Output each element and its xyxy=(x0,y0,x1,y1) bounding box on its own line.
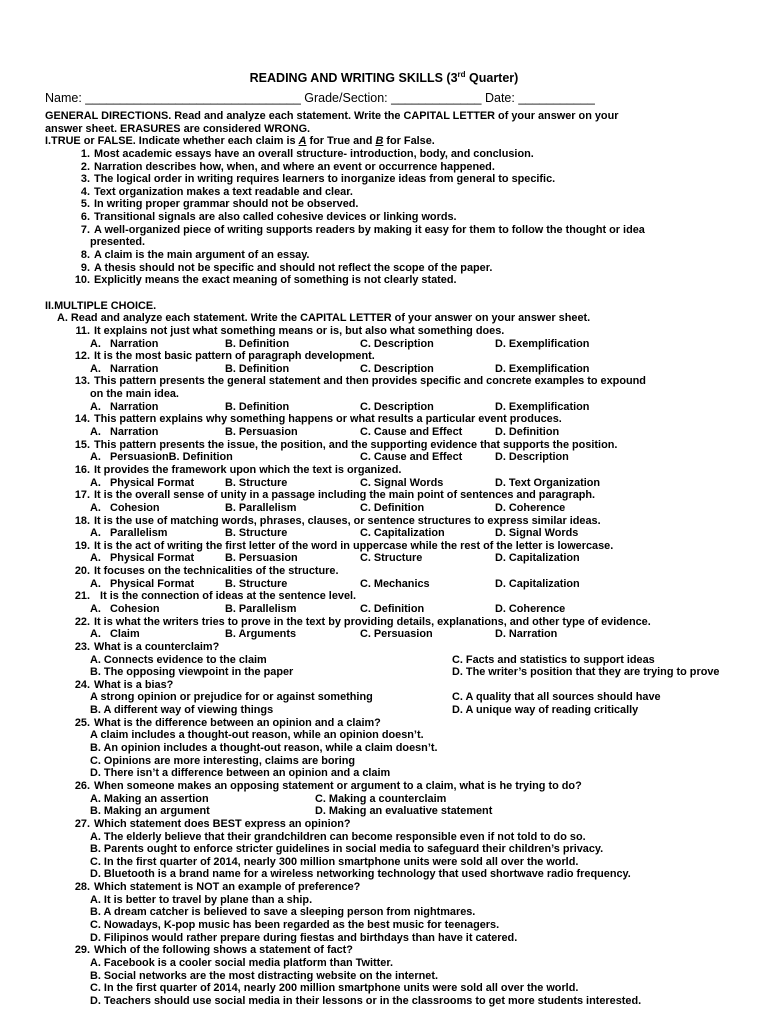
question-27 xyxy=(45,818,735,831)
options-row xyxy=(45,502,735,515)
option-a: A. Cohesion xyxy=(90,602,160,615)
question-number: 26. xyxy=(74,779,90,792)
option-c: C. Description xyxy=(360,362,434,375)
item-text: The logical order in writing requires learners to inorganize ideas from general to specific. xyxy=(94,173,556,186)
true-false-item xyxy=(45,249,735,262)
option-c: C. Definition xyxy=(360,602,425,615)
option-a: A. Connects evidence to the claim xyxy=(90,653,267,666)
option-d: D. Narration xyxy=(495,628,558,641)
question-text-continued: on the main idea. xyxy=(90,388,179,401)
options-row xyxy=(45,426,735,439)
question-text: Which of the following shows a statement of fact? xyxy=(94,944,353,957)
question-21 xyxy=(45,590,735,603)
options-row xyxy=(45,628,735,641)
option-d: D. Signal Words xyxy=(495,527,579,540)
true-false-item xyxy=(45,198,735,211)
question-text: It is the overall sense of unity in a passage including the main point of sentences and paragraph. xyxy=(94,489,596,502)
option-b: B. Social networks are the most distracting website on the internet. xyxy=(90,969,438,982)
true-false-item xyxy=(45,262,735,275)
option-d: D. Bluetooth is a brand name for a wireless networking technology that used shortwave radio frequency. xyxy=(90,868,631,881)
question-22 xyxy=(45,616,735,629)
question-text: It is the most basic pattern of paragraph development. xyxy=(94,350,375,363)
item-number: 8. xyxy=(80,249,90,262)
item-text: Explicitly means the exact meaning of something is not clearly stated. xyxy=(94,274,457,287)
options-row xyxy=(45,451,735,464)
option-d: D. A unique way of reading critically xyxy=(452,704,639,717)
item-number: 4. xyxy=(80,185,90,198)
option-d: D. Definition xyxy=(495,426,560,439)
option-a: A. PersuasionB. Definition xyxy=(90,451,233,464)
option-c: C. Signal Words xyxy=(360,476,444,489)
question-number: 22. xyxy=(74,615,90,628)
part2-heading: II.MULTIPLE CHOICE. xyxy=(45,299,157,312)
item-number: 6. xyxy=(80,211,90,224)
option-a: A. Narration xyxy=(90,426,159,439)
option-a: A. Cohesion xyxy=(90,501,160,514)
question-text: It is the connection of ideas at the sentence level. xyxy=(94,590,357,603)
question-text: When someone makes an opposing statement or argument to a claim, what is he trying to do? xyxy=(94,779,582,792)
options-row xyxy=(45,603,735,616)
part1-post: for False. xyxy=(386,135,435,148)
question-number: 16. xyxy=(74,463,90,476)
question-26-options-ac xyxy=(45,793,735,806)
option-a: A. Making an assertion xyxy=(90,792,209,805)
question-28 xyxy=(45,881,735,894)
part2-instruction: A. Read and analyze each statement. Write the CAPITAL LETTER of your answer on your answer sheet. xyxy=(57,312,591,325)
option-a: A. Claim xyxy=(90,628,140,641)
item-number: 9. xyxy=(80,261,90,274)
question-text: It explains not just what something means or is, but also what something does. xyxy=(94,324,505,337)
question-number: 29. xyxy=(74,944,90,957)
option-a: A strong opinion or prejudice for or against something xyxy=(90,691,373,704)
true-false-item xyxy=(45,148,735,161)
question-text: It is the act of writing the first letter of the word in uppercase while the rest of the letter is lowercase. xyxy=(94,539,614,552)
options-row xyxy=(45,578,735,591)
option-b: B. Structure xyxy=(225,527,288,540)
part1-letter-b: B xyxy=(375,135,384,148)
option-b: B. Making an argument xyxy=(90,805,210,818)
question-11 xyxy=(45,325,735,338)
question-text: Which statement is NOT an example of preference? xyxy=(94,881,361,894)
option-a: A. It is better to travel by plane than a ship. xyxy=(90,893,313,906)
true-false-item xyxy=(45,224,735,237)
question-number: 21. xyxy=(74,590,90,603)
option-b: B. Persuasion xyxy=(225,426,298,439)
question-number: 15. xyxy=(74,438,90,451)
option-c: C. Cause and Effect xyxy=(360,451,463,464)
question-text: This pattern explains why something happens or what results a particular event produces. xyxy=(94,413,562,426)
question-text: This pattern presents the general statement and then provides specific and concrete examples to expound xyxy=(94,375,646,388)
question-number: 25. xyxy=(74,716,90,729)
question-24 xyxy=(45,679,735,692)
true-false-item xyxy=(45,161,735,174)
question-17 xyxy=(45,489,735,502)
question-25 xyxy=(45,717,735,730)
option-c: C. Persuasion xyxy=(360,628,433,641)
question-18 xyxy=(45,515,735,528)
part1-instruction xyxy=(45,135,735,148)
options-row xyxy=(45,338,735,351)
option-c: C. Making a counterclaim xyxy=(315,792,447,805)
option-d: D. Capitalization xyxy=(495,552,580,565)
option-d: D. Exemplification xyxy=(495,362,590,375)
option-d: D. There isn’t a difference between an opinion and a claim xyxy=(90,767,391,780)
page-title xyxy=(0,70,768,85)
option-d: D. Capitalization xyxy=(495,577,580,590)
option-c: C. Facts and statistics to support ideas xyxy=(452,653,655,666)
item-number: 2. xyxy=(80,160,90,173)
option-c: C. Description xyxy=(360,337,434,350)
directions-line-2: answer sheet. ERASURES are considered WRONG. xyxy=(45,122,311,135)
question-12 xyxy=(45,350,735,363)
option-a: A. Parallelism xyxy=(90,527,168,540)
option-a: A. Facebook is a cooler social media platform than Twitter. xyxy=(90,956,393,969)
item-number: 5. xyxy=(80,198,90,211)
option-b: B. Structure xyxy=(225,476,288,489)
question-number: 12. xyxy=(74,350,90,363)
option-c: C. Description xyxy=(360,400,434,413)
option-d: D. Making an evaluative statement xyxy=(315,805,493,818)
item-text: Transitional signals are also called cohesive devices or linking words. xyxy=(94,211,457,224)
title-text: READING AND WRITING SKILLS (3 xyxy=(249,71,458,86)
question-text: What is the difference between an opinion and a claim? xyxy=(94,716,381,729)
options-row xyxy=(45,363,735,376)
question-number: 19. xyxy=(74,539,90,552)
question-number: 23. xyxy=(74,640,90,653)
question-number: 28. xyxy=(74,881,90,894)
options-row xyxy=(45,552,735,565)
question-24-options-bd xyxy=(45,704,735,717)
option-d: D. Exemplification xyxy=(495,400,590,413)
question-text: What is a bias? xyxy=(94,678,174,691)
name-grade-date-line: Name: _______________________________ Grade/Section: _____________ Date: ___________ xyxy=(45,91,595,105)
option-a: A. The elderly believe that their grandchildren can become responsible even if not told to do so. xyxy=(90,830,586,843)
option-b xyxy=(225,451,360,464)
option-a: A. Narration xyxy=(90,400,159,413)
option-b: B. Structure xyxy=(225,577,288,590)
option-b: B. An opinion includes a thought-out reason, while a claim doesn’t. xyxy=(90,742,438,755)
option-c: C. Nowadays, K-pop music has been regarded as the best music for teenagers. xyxy=(90,919,500,931)
multiple-choice-list xyxy=(45,325,735,641)
item-number: 7. xyxy=(80,223,90,236)
question-number: 18. xyxy=(74,514,90,527)
option-a: A claim includes a thought-out reason, while an opinion doesn’t. xyxy=(90,729,424,742)
item-text: A thesis should not be specific and should not reflect the scope of the paper. xyxy=(94,261,493,274)
question-text: It provides the framework upon which the text is organized. xyxy=(94,463,402,476)
question-13 xyxy=(45,375,735,388)
option-a: A. Physical Format xyxy=(90,476,195,489)
directions-line-1: GENERAL DIRECTIONS. Read and analyze each statement. Write the CAPITAL LETTER of your answer on your xyxy=(45,110,619,122)
item-number: 1. xyxy=(80,147,90,160)
part1-letter-a: A xyxy=(298,135,307,148)
question-text: It focuses on the technicalities of the structure. xyxy=(94,565,339,578)
question-text: What is a counterclaim? xyxy=(94,640,220,653)
option-c: C. In the first quarter of 2014, nearly 200 million smartphone units were sold all over the world. xyxy=(90,982,579,995)
question-24-options-ac xyxy=(45,691,735,704)
question-number: 24. xyxy=(74,678,90,691)
option-c: C. Capitalization xyxy=(360,527,445,540)
true-false-item xyxy=(45,211,735,224)
option-d: D. Coherence xyxy=(495,602,566,615)
option-c: C. A quality that all sources should have xyxy=(452,691,661,704)
item-text: A well-organized piece of writing supports readers by making it easy for them to follow the thought or idea xyxy=(94,223,645,236)
question-23 xyxy=(45,641,735,654)
question-number: 17. xyxy=(74,489,90,502)
question-number: 27. xyxy=(74,817,90,830)
option-b: B. Parallelism xyxy=(225,602,297,615)
options-row xyxy=(45,527,735,540)
option-c: C. Mechanics xyxy=(360,577,430,590)
part1-pre: I.TRUE or FALSE. Indicate whether each claim is xyxy=(45,135,296,148)
option-d: D. Teachers should use social media in their lessons or in the classrooms to get more students interested. xyxy=(90,994,642,1007)
question-number: 13. xyxy=(74,375,90,388)
question-23-options-ac xyxy=(45,654,735,667)
question-text: This pattern presents the issue, the position, and the supporting evidence that supports the position. xyxy=(94,438,618,451)
item-text: Most academic essays have an overall structure- introduction, body, and conclusion. xyxy=(94,147,534,160)
option-a: A. Narration xyxy=(90,337,159,350)
option-b: B. Definition xyxy=(225,337,290,350)
option-b: B. A different way of viewing things xyxy=(90,704,274,717)
option-c: C. In the first quarter of 2014, nearly 300 million smartphone units were sold all over the world. xyxy=(90,855,579,868)
question-number: 20. xyxy=(74,565,90,578)
option-c: C. Structure xyxy=(360,552,423,565)
item-number: 10. xyxy=(74,274,90,287)
title-superscript: rd xyxy=(457,70,466,79)
question-15 xyxy=(45,439,735,452)
question-number: 11. xyxy=(75,324,90,337)
option-b: B. Arguments xyxy=(225,628,296,641)
true-false-item xyxy=(45,173,735,186)
option-b: B. A dream catcher is believed to save a sleeping person from nightmares. xyxy=(90,906,476,919)
question-text: Which statement does BEST express an opinion? xyxy=(94,817,351,830)
exam-body xyxy=(45,110,735,1007)
option-b: B. The opposing viewpoint in the paper xyxy=(90,666,294,679)
option-b: B. Definition xyxy=(225,400,290,413)
option-b: B. Definition xyxy=(225,362,290,375)
option-a: A. Physical Format xyxy=(90,577,195,590)
question-14 xyxy=(45,413,735,426)
true-false-list xyxy=(45,148,735,287)
item-text: Text organization makes a text readable and clear. xyxy=(94,185,353,198)
option-d: D. The writer’s position that they are trying to prove xyxy=(452,666,720,679)
option-d: D. Exemplification xyxy=(495,337,590,350)
option-b: B. Parallelism xyxy=(225,501,297,514)
question-20 xyxy=(45,565,735,578)
item-text-continued: presented. xyxy=(90,236,146,249)
question-19 xyxy=(45,540,735,553)
question-26-options-bd xyxy=(45,805,735,818)
option-b: B. Parents ought to enforce stricter guidelines in social media to safeguard their children’s privacy. xyxy=(90,843,604,856)
item-number: 3. xyxy=(80,173,90,186)
option-c: C. Definition xyxy=(360,501,425,514)
question-16 xyxy=(45,464,735,477)
option-c: C. Opinions are more interesting, claims are boring xyxy=(90,754,356,767)
option-d: D. Coherence xyxy=(495,501,566,514)
option-a: A. Physical Format xyxy=(90,552,195,565)
question-23-options-bd xyxy=(45,666,735,679)
question-26 xyxy=(45,780,735,793)
option-b: B. Persuasion xyxy=(225,552,298,565)
option-d: D. Filipinos would rather prepare during fiestas and birthdays than have it catered. xyxy=(90,931,518,944)
options-row xyxy=(45,477,735,490)
item-text: A claim is the main argument of an essay. xyxy=(94,249,310,262)
true-false-item xyxy=(45,274,735,287)
option-d: D. Text Organization xyxy=(495,476,601,489)
option-d: D. Description xyxy=(495,451,569,464)
option-a: A. Narration xyxy=(90,362,159,375)
question-29 xyxy=(45,944,735,957)
question-text: It is the use of matching words, phrases, clauses, or sentence structures to express similar ideas. xyxy=(94,514,601,527)
true-false-item xyxy=(45,186,735,199)
title-end: Quarter) xyxy=(465,71,519,86)
options-row xyxy=(45,401,735,414)
item-text: In writing proper grammar should not be observed. xyxy=(94,198,359,211)
part1-mid: for True and xyxy=(309,135,373,148)
item-text: Narration describes how, when, and where an event or occurrence happened. xyxy=(94,160,495,173)
question-number: 14. xyxy=(74,413,90,426)
question-text: It is what the writers tries to prove in the text by providing details, explanations, and other type of evidence. xyxy=(94,615,651,628)
option-c: C. Cause and Effect xyxy=(360,426,463,439)
